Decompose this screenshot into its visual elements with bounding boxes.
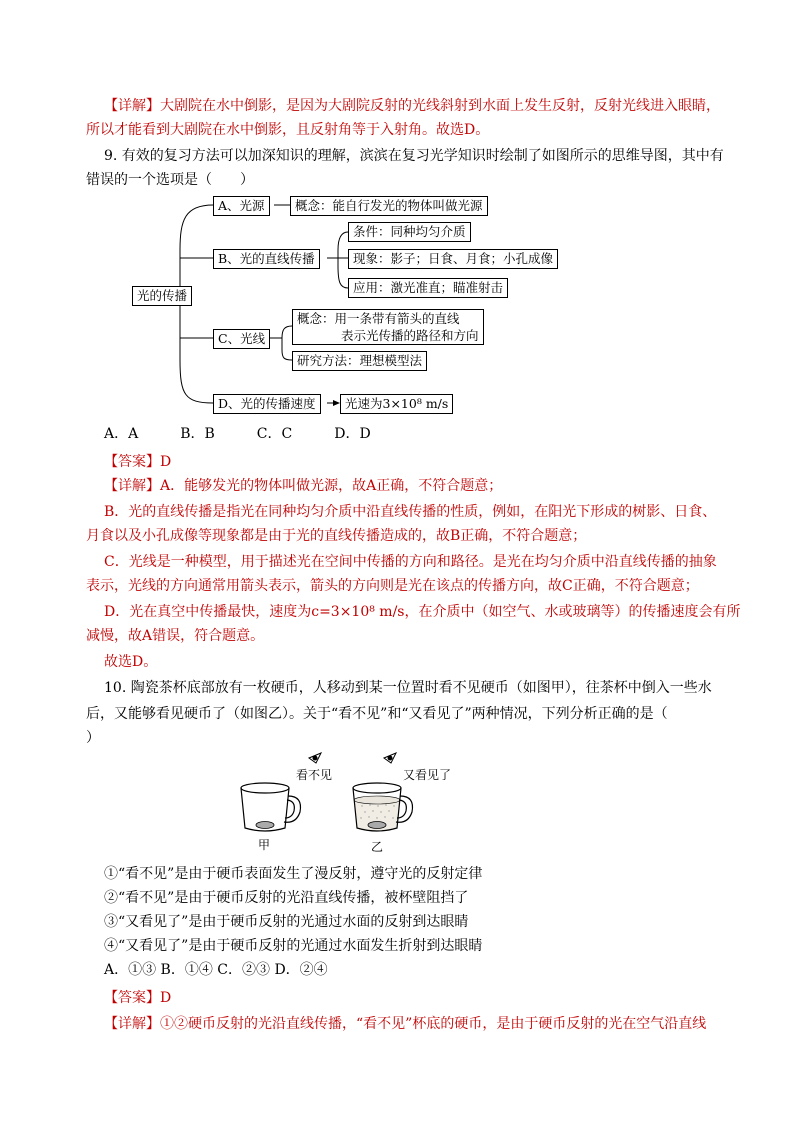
q10-statement-2: ②“看不见”是由于硬币反射的光沿直线传播，被杯壁阻挡了 [104, 890, 469, 906]
q9-answer: 【答案】D [104, 454, 172, 470]
mindmap-node-b-condition: 条件：同种均匀介质 [348, 222, 471, 242]
q10-statement-3: ③“又看见了”是由于硬币反射的光通过水面的反射到达眼睛 [104, 914, 469, 930]
q9-detail-d-1: D．光在真空中传播最快，速度为c=3×10⁸ m/s，在介质中（如空气、水或玻璃等）的传播速度会有所 [104, 604, 741, 620]
q9-detail-b-2: 月食以及小孔成像等现象都是由于光的直线传播造成的，故B正确，不符合题意； [86, 528, 587, 544]
figure-label-yi: 乙 [371, 840, 384, 854]
mindmap-node-b: B、光的直线传播 [213, 249, 320, 269]
q10-options: A．①③ B．①④ C．②③ D．②④ [104, 962, 328, 978]
q10-question-line-3: ） [86, 730, 100, 746]
mindmap-node-a-definition: 概念：能自行发光的物体叫做光源 [290, 196, 488, 216]
mindmap-node-d-value: 光速为3×10⁸ m/s [340, 394, 453, 414]
mindmap-node-d: D、光的传播速度 [213, 394, 321, 414]
mindmap-node-c-definition: 概念：用一条带有箭头的直线 表示光传播的路径和方向 [292, 309, 484, 345]
mindmap-node-c-method: 研究方法：理想模型法 [292, 351, 427, 371]
q9-question-line-1: 9. 有效的复习方法可以加深知识的理解，滨滨在复习光学知识时绘制了如图所示的思维导图，其中有 [104, 148, 724, 164]
coin-left [256, 822, 274, 829]
q10-question-line-1: 10. 陶瓷茶杯底部放有一枚硬币，人移动到某一位置时看不见硬币（如图甲），往茶杯中倒入一些水 [104, 680, 712, 696]
cup-right [353, 783, 413, 831]
q9-detail-a: 【详解】A．能够发光的物体叫做光源，故A正确，不符合题意； [104, 478, 503, 494]
eye-icon-right [384, 753, 396, 763]
q9-detail-d-2: 减慢，故A错误，符合题意。 [86, 628, 265, 644]
mindmap-node-b-phenomena: 现象：影子；日食、月食；小孔成像 [348, 249, 558, 269]
q8-detail-line-2: 所以才能看到大剧院在水中倒影，且反射角等于入射角。故选D。 [86, 122, 490, 138]
q10-statement-4: ④“又看见了”是由于硬币反射的光通过水面发生折射到达眼睛 [104, 938, 483, 954]
caption-cannot-see: 看不见 [296, 768, 333, 782]
figure-label-jia: 甲 [258, 838, 271, 852]
q9-detail-c-1: C．光线是一种模型，用于描述光在空间中传播的方向和路径。是光在均匀介质中沿直线传播的抽象 [104, 554, 717, 570]
q10-question-line-2: 后，又能够看见硬币了（如图乙）。关于“看不见”和“又看见了”两种情况，下列分析正确的是（ [86, 706, 668, 722]
mindmap-node-a: A、光源 [213, 196, 270, 216]
q9-conclusion: 故选D。 [104, 654, 158, 670]
q8-detail-line-1: 【详解】大剧院在水中倒影，是因为大剧院反射的光线斜射到水面上发生反射，反射光线进入眼睛， [104, 98, 720, 114]
coin-right [368, 822, 386, 829]
q8-detail-tag: 【详解】 [104, 98, 160, 114]
q10-detail-1: 【详解】①②硬币反射的光沿直线传播，“看不见”杯底的硬币，是由于硬币反射的光在空气沿直线 [104, 1016, 707, 1032]
q10-statement-1: ①“看不见”是由于硬币表面发生了漫反射，遵守光的反射定律 [104, 866, 483, 882]
q9-options: A．A B．B C．C D．D [104, 426, 371, 442]
mindmap-node-b-application: 应用：激光准直；瞄准射击 [348, 278, 508, 298]
eye-icon-left [309, 753, 321, 763]
q9-detail-b-1: B．光的直线传播是指光在同种均匀介质中沿直线传播的性质，例如，在阳光下形成的树影、日食、 [104, 504, 717, 520]
mindmap-root: 光的传播 [132, 286, 192, 306]
mindmap-node-c: C、光线 [213, 329, 270, 349]
q9-detail-c-2: 表示，光线的方向通常用箭头表示，箭头的方向则是光在该点的传播方向，故C正确，不符合题意； [86, 578, 699, 594]
q10-answer: 【答案】D [104, 990, 172, 1006]
q9-question-line-2: 错误的一个选项是（ ） [86, 172, 254, 188]
caption-can-see-again: 又看见了 [403, 768, 452, 782]
